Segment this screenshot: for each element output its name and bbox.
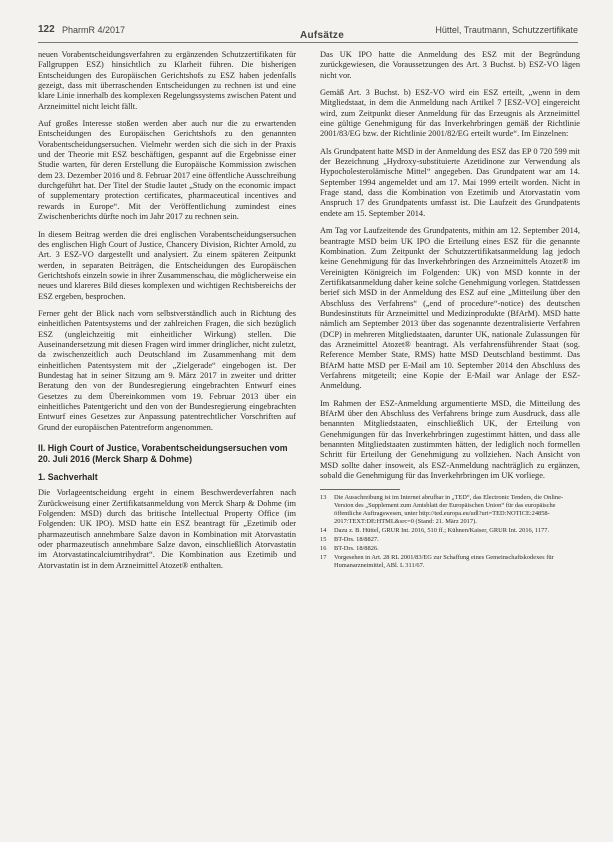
paragraph: Im Rahmen der ESZ-Anmeldung argumentierte MSD, die Mitteilung des BfArM über den Abschluss des Verfahrens bringe zum Ausdruck, dass alle benannten Mitgliedstaaten, einschließlich UK, der Erteilung von Genehmigungen für das Inverkehrbringen zugestimmt hätten, und dass alle benannten Mitgliedstaaten zustimmten hätten, der lediglich noch formellen Schritt für Erteilung der Genehmigung zu vollziehen. Nach Ansicht von MSD sollte daher insoweit, als ESZ-Anmeldung nachträglich zu ergänzen, sobald die Genehmigung für das Inverkehrbringen im UK vorliege. xyxy=(320,398,580,481)
paragraph: Das UK IPO hatte die Anmeldung des ESZ mit der Begründung zurückgewiesen, die Voraussetzungen des Art. 3 Buchst. b) ESZ-VO lägen nicht vor. xyxy=(320,50,580,80)
right-column xyxy=(320,50,580,571)
running-authors: Hüttel, Trautmann, Schutzzertifikate xyxy=(435,25,578,35)
footnote-number: 13 xyxy=(320,494,327,502)
paragraph: Gemäß Art. 3 Buchst. b) ESZ-VO wird ein ESZ erteilt, „wenn in dem Mitgliedstaat, in dem die Anmeldung nach Artikel 7 [ESZ-VO] eingereicht wird, zum Zeitpunkt dieser Anmeldung für das Erzeugnis als Arzneimittel eine gültige Genehmigung für das Inverkehrbringen gemäß der Richtlinie 2001/83/EG bzw. der Richtlinie 2001/82/EG erteilt wurde“. Im Einzelnen: xyxy=(320,88,580,139)
footnote-number: 14 xyxy=(320,527,327,535)
footnote-text: Die Ausschreibung ist im Internet abrufbar in „TED“, das Electronic Tenders, die Online-Version des „Supplement zum Amtsblatt der Europäischen Union“ für das europäische öffentliche Auftragswesen, unter http://ted.europa.eu/udl?uri=TED:NOTICE:24858-2017:TEXT:DE:HTML&src=0 (Stand: 21. März 2017). xyxy=(334,494,564,526)
left-column xyxy=(38,50,296,578)
running-header xyxy=(38,24,578,42)
footnote-number: 16 xyxy=(320,545,327,553)
footnote xyxy=(320,494,580,526)
footnote-text: Vorgesehen in Art. 28 RL 2001/83/EG zur Schaffung eines Gemeinschaftskodexes für Humanarzneimittel, ABl. L 311/67. xyxy=(334,554,554,570)
footnote xyxy=(320,545,580,553)
header-rule xyxy=(38,42,578,43)
page-number: 122 xyxy=(38,24,55,35)
paragraph: Als Grundpatent hatte MSD in der Anmeldung des ESZ das EP 0 720 599 mit der Bezeichnung „Hydroxy-substituierte Azetidinone zur Verwendung als Hypocholesterolämische Mittel“ angegeben. Das Grundpatent war am 14. September 1994 angemeldet und am 17. Mai 1999 erteilt worden. Nicht in Frage stand, dass die Kombination von Ezetimib und Atorvastatin vom Anspruch 17 des Grundpatents umfasst ist. Die Laufzeit des Grundpatents endete am 15. September 2014. xyxy=(320,146,580,218)
footnote-text: Dazu z. B. Hüttel, GRUR Int. 2016, 510 ff.; Kühnen/Kaiser, GRUR Int. 2016, 1177. xyxy=(334,527,550,535)
paragraph: Ferner geht der Blick nach vorn selbstverständlich auch in Richtung des einheitlichen Patentsystems und der zahlreichen Fragen, die sich bezüglich ESZ (ungleichzeitig mit einheitlicher Wirkung) stellen. Die Auseinandersetzung mit diesen Fragen wird immer dringlicher, nicht zuletzt, da zwischenzeitlich auch Deutschland im Zusammenhang mit dem einheitlichen Patentsystem mit der „Zielgerade“ eingebogen ist. Der Bundestag hat in seiner Sitzung am 9. März 2017 in zweiter und dritter Beratung den von der Bundesregierung eingebrachten Entwurf eines Gesetzes zu dem Übereinkommen vom 19. Februar 2013 über ein einheitliches Patentgericht und den von der Bundesregierung eingebrachten Entwurf eines Gesetzes zur Anpassung patentrechtlicher Vorschriften auf Grund der europäischen Patentreform angenommen. xyxy=(38,308,296,432)
journal-name: PharmR 4/2017 xyxy=(62,25,126,35)
paragraph: Am Tag vor Laufzeitende des Grundpatents, mithin am 12. September 2014, beantragte MSD beim UK IPO die Erteilung eines ESZ für die genannte Kombination. Zum Zeitpunkt der Schutzzertifikatsanmeldung lag jedoch keine Genehmigung für das Inverkehrbringen des Arzneimittels Atozet® im Vereinigten Königreich im Folgenden: UK) von MSD konnte in der Zertifikatsanmeldung daher keine solche Genehmigung vorlegen. Stattdessen berief sich MSD in der Anmeldung des ESZ auf eine „Mitteilung über den Abschluss des Verfahrens“ („end of procedure“-notice) des deutschen Bundesinstituts für Arzneimittel und Medizinprodukte (BfArM). MSD hatte nämlich am September 2013 über das sogenannte dezentralisierte Verfahren (DCP) in mehreren Mitgliedstaaten, darunter UK, nationale Zulassungen für das Arzneimittel Atozet® beantragt. Als verfahrensführender Staat (sog. Reference Member State, RMS) hatte MSD Deutschland bestimmt. Das BfArM hatte MSD per E-Mail am 10. September 2014 den Abschluss des Verfahrens mitgeteilt; eine Kopie der E-Mail war Anlage der ESZ-Anmeldung. xyxy=(320,226,580,391)
footnote xyxy=(320,527,580,535)
footnote-text: BT-Drs. 18/8827. xyxy=(334,536,379,544)
paragraph: In diesem Beitrag werden die drei englischen Vorabentscheidungsersuchen des englischen High Court of Justice, Chancery Division, Richter Arnold, zu Art. 3 ESZ-VO dargestellt und analysiert. Zu einem späteren Zeitpunkt werden, in separaten Beiträgen, die Entscheidungen des Europäischen Gerichtshofs einzeln sowie in ihrer Zusammenschau, die möglicherweise ein neues und klareres Bild dieses komplexen und wichtigen Rechtsbereichs der ESZ ergeben, besprochen. xyxy=(38,229,296,301)
footnote xyxy=(320,536,580,544)
section-heading: II. High Court of Justice, Vorabentscheidungsersuchen vom 20. Juli 2016 (Merck Sharp & Dohme) xyxy=(38,443,288,465)
footnote-rule xyxy=(320,489,400,490)
paragraph: Die Vorlageentscheidung ergeht in einem Beschwerdeverfahren nach Zurückweisung einer Zertifikatsanmeldung von Merck Sharp & Dohme (im Folgenden: MSD) durch das britische Intellectual Property Office (im Folgenden: UK IPO). MSD hatte ein ESZ beantragt für „Ezetimib oder pharmazeutisch annehmbare Salze davon in Kombination mit Atorvastatin oder pharmazeutisch annehmbare Salze davon, einschließlich Atorvastatin im Atorvastatincalciumtrihydrat“. Die Kombination aus Ezetimib und Atorvastatin ist in dem Arzneimittel Atozet® enthalten. xyxy=(38,488,296,570)
footnote-text: BT-Drs. 18/8826. xyxy=(334,545,379,553)
paragraph: Auf großes Interesse stoßen werden aber auch nur die zu erwartenden Entscheidungen des Europäischen Gerichtshofs zu den genannten Vorabentscheidungsersuchen. Vielmehr werden sich die sich in der Praxis und der Theorie mit ESZ beschäftigen, gespannt auf die Ergebnisse einer Studie warten, für deren Erstellung die Europäische Kommission zwischen dem 23. Dezember 2016 und 8. Februar 2017 eine öffentliche Ausschreibung durchgeführt hat. Der Titel der Studie lautet „Study on the economic impact of supplementary protection certificates, pharmaceutical incentives and rewards in Europe“. Mit der Veröffentlichung zumindest eines Zwischenberichts dürfte noch im Jahr 2017 zu rechnen sein. xyxy=(38,119,296,222)
footnote-number: 15 xyxy=(320,536,327,544)
subsection-heading: 1. Sachverhalt xyxy=(38,472,98,483)
footnote-number: 17 xyxy=(320,554,327,562)
footnote xyxy=(320,554,580,570)
footnotes xyxy=(320,494,580,570)
paragraph: neuen Vorabentscheidungsverfahren zu ergänzenden Schutzzertifikaten für Fallgruppen ESZ) hinsichtlich zu Klarheit führen. Die bisherigen Entscheidungen des Europäischen Gerichtshofs zu ESZ haben jedenfalls gezeigt, dass mit überraschenden Entscheidungen zu rechnen ist und eine klare Linie innerhalb des komplexen Regelungssystems zwischen Patent und Arzneimittel nicht leicht fällt. xyxy=(38,50,296,111)
section-title: Aufsätze xyxy=(300,30,345,41)
